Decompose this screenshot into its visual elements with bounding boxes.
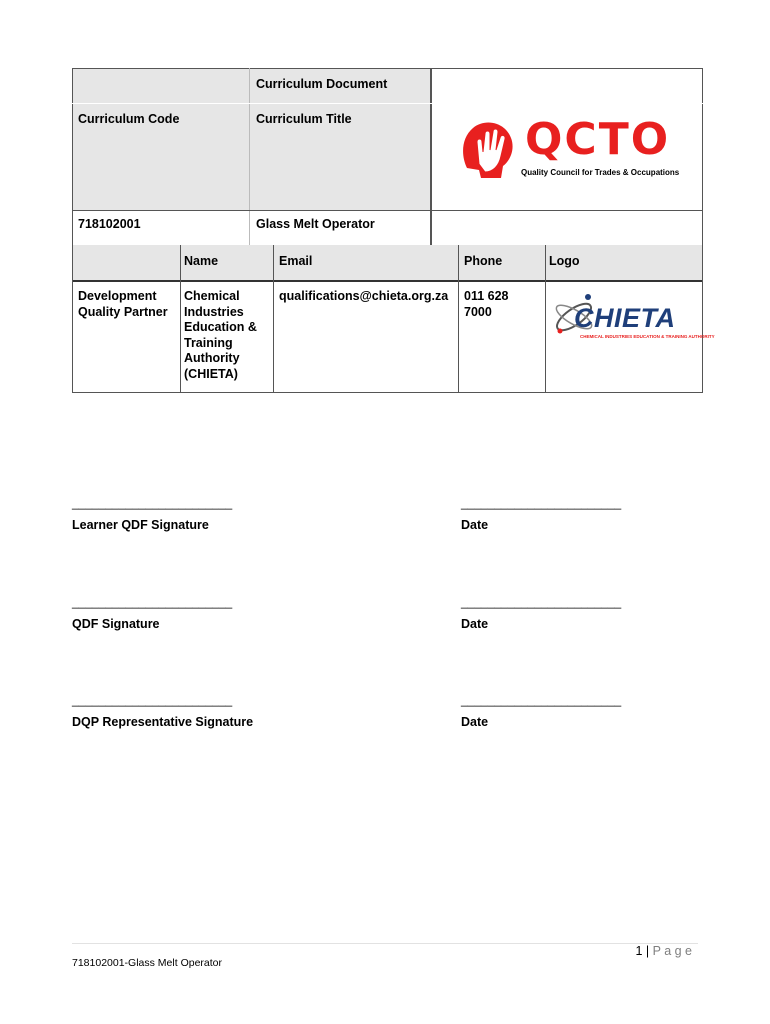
curriculum-title-label: Curriculum Title xyxy=(256,112,352,126)
qcto-head-hand-icon xyxy=(459,116,517,182)
signature-label: QDF Signature xyxy=(72,617,160,631)
border-right xyxy=(702,245,703,393)
name-line: (CHIETA) xyxy=(184,366,238,381)
date-label: Date xyxy=(461,617,489,631)
name-line: Chemical xyxy=(184,289,240,303)
border-mid-vertical xyxy=(430,68,432,246)
development-quality-partner-table xyxy=(72,245,715,393)
curriculum-header-table xyxy=(72,68,703,246)
page-number: 1 xyxy=(635,944,643,958)
dqp-email: qualifications@chieta.org.za xyxy=(279,289,449,303)
date-line[interactable]: ________________________ xyxy=(461,693,622,707)
border-row2 xyxy=(72,210,703,211)
border-row1 xyxy=(72,103,703,104)
chieta-tagline: CHEMICAL INDUSTRIES EDUCATION & TRAINING AUTHORITY xyxy=(580,334,715,339)
date-line[interactable]: ________________________ xyxy=(461,595,622,609)
curriculum-title-value: Glass Melt Operator xyxy=(256,217,375,231)
date-label: Date xyxy=(461,518,489,532)
date-line[interactable]: ________________________ xyxy=(461,496,622,510)
phone-line-1: 011 628 xyxy=(464,289,509,303)
curriculum-code-value: 718102001 xyxy=(78,217,141,231)
header-email: Email xyxy=(279,254,313,268)
dqp-label-line-1: Development xyxy=(78,289,157,303)
dqp-label xyxy=(72,285,174,324)
border-bottom xyxy=(72,392,703,393)
footer-rule xyxy=(72,943,698,944)
chieta-wordmark: CHIETA xyxy=(574,303,676,333)
name-line: Industries xyxy=(184,304,244,319)
border-header-bottom xyxy=(72,280,703,282)
border-right xyxy=(702,68,703,246)
partner-header-bg xyxy=(72,245,703,280)
phone-line-2: 7000 xyxy=(464,304,492,319)
signature-label: Learner QDF Signature xyxy=(72,518,209,532)
signature-line[interactable]: ________________________ xyxy=(72,693,233,707)
header-name: Name xyxy=(184,254,219,268)
border-top xyxy=(72,68,703,69)
date-label: Date xyxy=(461,715,489,729)
dqp-phone xyxy=(458,285,515,324)
name-line: Authority xyxy=(184,351,240,365)
signature-line[interactable]: ________________________ xyxy=(72,496,233,510)
name-line: Education & xyxy=(184,320,257,334)
qcto-logo xyxy=(455,110,680,194)
header-phone: Phone xyxy=(464,254,503,268)
chieta-logo xyxy=(550,287,715,347)
signature-label: DQP Representative Signature xyxy=(72,715,254,729)
footer-document-ref: 718102001-Glass Melt Operator xyxy=(72,957,222,969)
dqp-label-line-2: Quality Partner xyxy=(78,304,168,319)
page-separator: | xyxy=(645,944,650,958)
page-indicator xyxy=(635,944,692,958)
signature-line[interactable]: ________________________ xyxy=(72,595,233,609)
qcto-wordmark: QCTO xyxy=(525,114,671,165)
dqp-name xyxy=(178,285,263,386)
qcto-tagline: Quality Council for Trades & Occupations xyxy=(521,168,680,177)
curriculum-document-heading: Curriculum Document xyxy=(256,77,388,91)
name-line: Training xyxy=(184,335,233,350)
page-word: P a g e xyxy=(652,944,692,958)
curriculum-code-label: Curriculum Code xyxy=(78,112,180,126)
header-logo: Logo xyxy=(549,254,580,268)
